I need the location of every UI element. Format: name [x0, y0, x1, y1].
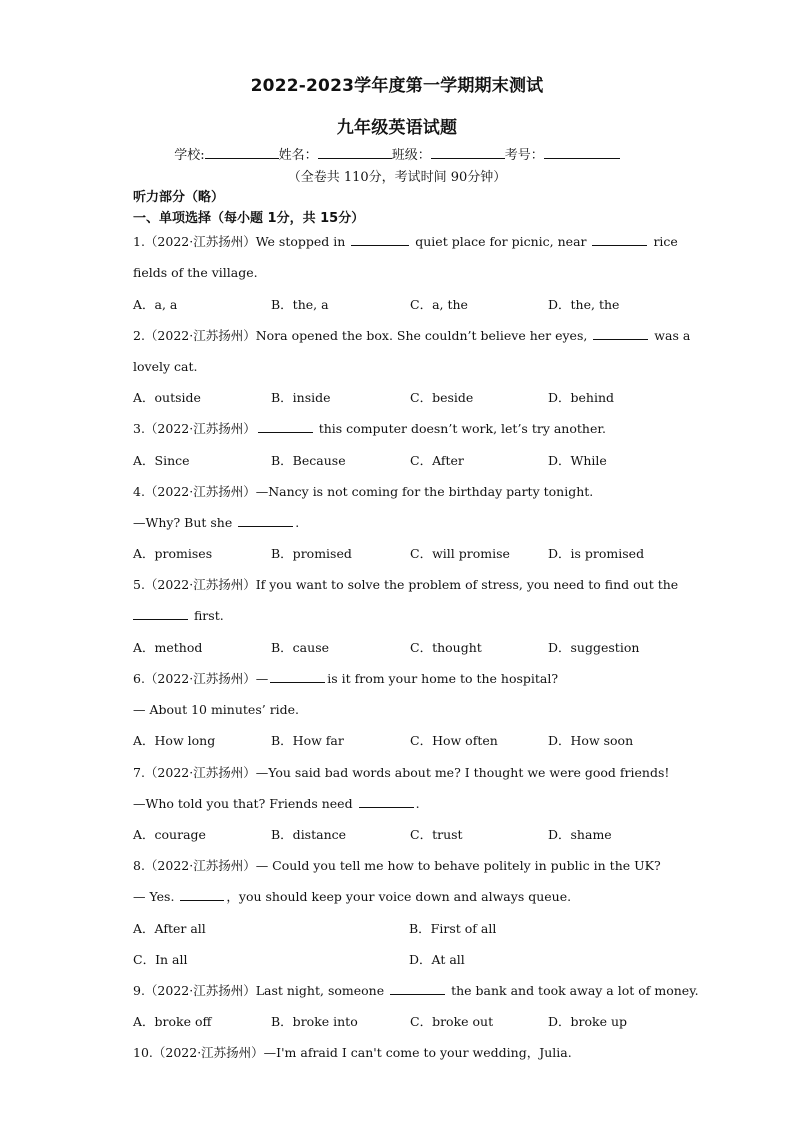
question-1-option-a[interactable]: A．a, a — [133, 297, 178, 312]
question-2-option-b[interactable]: B．inside — [271, 390, 331, 405]
answer-blank[interactable] — [593, 328, 648, 340]
question-3-option-d[interactable]: D．While — [548, 453, 607, 468]
question-5-option-b[interactable]: B．cause — [271, 640, 330, 655]
exam-note: （全卷共 110分，考试时间 90分钟） — [287, 170, 507, 185]
name-label: 姓名： — [278, 148, 318, 163]
school-label: 学校: — [174, 148, 205, 163]
question-4-option-b[interactable]: B．promised — [271, 546, 352, 561]
student-info-line — [0, 144, 794, 163]
question-6-option-b[interactable]: B．How far — [271, 733, 344, 748]
exam-subtitle: 九年级英语试题 — [336, 118, 458, 138]
question-9-option-c[interactable]: C．broke out — [410, 1014, 494, 1029]
question-2-option-a[interactable]: A．outside — [133, 390, 201, 405]
answer-blank[interactable] — [351, 234, 409, 246]
question-9-option-a[interactable]: A．broke off — [133, 1014, 212, 1029]
name-blank[interactable] — [318, 146, 392, 159]
question-6-option-c[interactable]: C．How often — [410, 733, 498, 748]
question-7-stem: 7.（2022·江苏扬州）—You said bad words about me? I thought we were good friends! — [133, 765, 670, 780]
question-7-option-a[interactable]: A．courage — [133, 827, 206, 842]
question-2-stem-cont: lovely cat. — [133, 359, 198, 374]
question-8-stem-cont: — Yes. ，you should keep your voice down and always queue. — [133, 889, 572, 904]
question-1-option-c[interactable]: C．a, the — [410, 297, 468, 312]
question-7-option-b[interactable]: B．distance — [271, 827, 347, 842]
question-8-option-d[interactable]: D．At all — [409, 952, 465, 967]
question-4-option-d[interactable]: D．is promised — [548, 546, 645, 561]
exam-no-label: 考号： — [504, 148, 544, 163]
question-4-stem: 4.（2022·江苏扬州）—Nancy is not coming for the birthday party tonight. — [133, 484, 594, 499]
answer-blank[interactable] — [592, 234, 647, 246]
question-5-stem: 5.（2022·江苏扬州）If you want to solve the problem of stress, you need to find out the — [133, 577, 679, 592]
question-2-option-d[interactable]: D．behind — [548, 390, 615, 405]
question-1-option-d[interactable]: D．the, the — [548, 297, 620, 312]
question-1-stem-cont: fields of the village. — [133, 265, 258, 280]
answer-blank[interactable] — [359, 796, 414, 808]
class-label: 班级： — [391, 148, 431, 163]
question-4-option-c[interactable]: C．will promise — [410, 546, 510, 561]
question-5-stem-cont: first. — [133, 608, 224, 624]
school-blank[interactable] — [205, 146, 279, 159]
answer-blank[interactable] — [133, 608, 188, 620]
question-10-stem: 10.（2022·江苏扬州）—I'm afraid I can't come to your wedding，Julia. — [133, 1045, 572, 1060]
question-7-stem-cont: —Who told you that? Friends need . — [133, 796, 420, 811]
question-8-option-c[interactable]: C．In all — [133, 952, 188, 967]
question-6-option-a[interactable]: A．How long — [133, 733, 216, 748]
question-3-stem: 3.（2022·江苏扬州） this computer doesn’t work, let’s try another. — [133, 421, 606, 436]
exam-no-blank[interactable] — [544, 146, 620, 159]
listening-section-heading: 听力部分（略） — [133, 190, 225, 205]
question-3-option-c[interactable]: C．After — [410, 453, 464, 468]
question-2-option-c[interactable]: C．beside — [410, 390, 474, 405]
question-1-option-b[interactable]: B．the, a — [271, 297, 329, 312]
question-9-option-d[interactable]: D．broke up — [548, 1014, 628, 1029]
single-choice-heading: 一、单项选择（每小题 1分，共 15分） — [133, 211, 365, 226]
question-8-stem: 8.（2022·江苏扬州）— Could you tell me how to behave politely in public in the UK? — [133, 858, 661, 873]
answer-blank[interactable] — [180, 889, 224, 901]
answer-blank[interactable] — [270, 671, 325, 683]
question-9-stem: 9.（2022·江苏扬州）Last night, someone the bank and took away a lot of money. — [133, 983, 699, 998]
answer-blank[interactable] — [238, 515, 293, 527]
question-7-option-d[interactable]: D．shame — [548, 827, 612, 842]
class-blank[interactable] — [431, 146, 505, 159]
question-8-option-b[interactable]: B．First of all — [409, 921, 497, 936]
question-7-option-c[interactable]: C．trust — [410, 827, 463, 842]
question-3-option-b[interactable]: B．Because — [271, 453, 346, 468]
question-4-option-a[interactable]: A．promises — [133, 546, 213, 561]
question-4-stem-cont: —Why? But she . — [133, 515, 300, 530]
question-5-option-c[interactable]: C．thought — [410, 640, 482, 655]
question-6-stem: 6.（2022·江苏扬州）— is it from your home to the hospital? — [133, 671, 559, 686]
question-1-stem: 1.（2022·江苏扬州）We stopped in quiet place for picnic, near rice — [133, 234, 678, 249]
answer-blank[interactable] — [258, 421, 313, 433]
question-9-option-b[interactable]: B．broke into — [271, 1014, 358, 1029]
question-5-option-a[interactable]: A．method — [133, 640, 203, 655]
question-6-stem-cont: — About 10 minutes’ ride. — [133, 702, 300, 717]
question-8-option-a[interactable]: A．After all — [133, 921, 206, 936]
answer-blank[interactable] — [390, 983, 445, 995]
question-2-stem: 2.（2022·江苏扬州）Nora opened the box. She couldn’t believe her eyes, was a — [133, 328, 691, 343]
exam-title: 2022-2023学年度第一学期期末测试 — [250, 76, 544, 96]
question-5-option-d[interactable]: D．suggestion — [548, 640, 640, 655]
question-3-option-a[interactable]: A．Since — [133, 453, 190, 468]
question-6-option-d[interactable]: D．How soon — [548, 733, 634, 748]
